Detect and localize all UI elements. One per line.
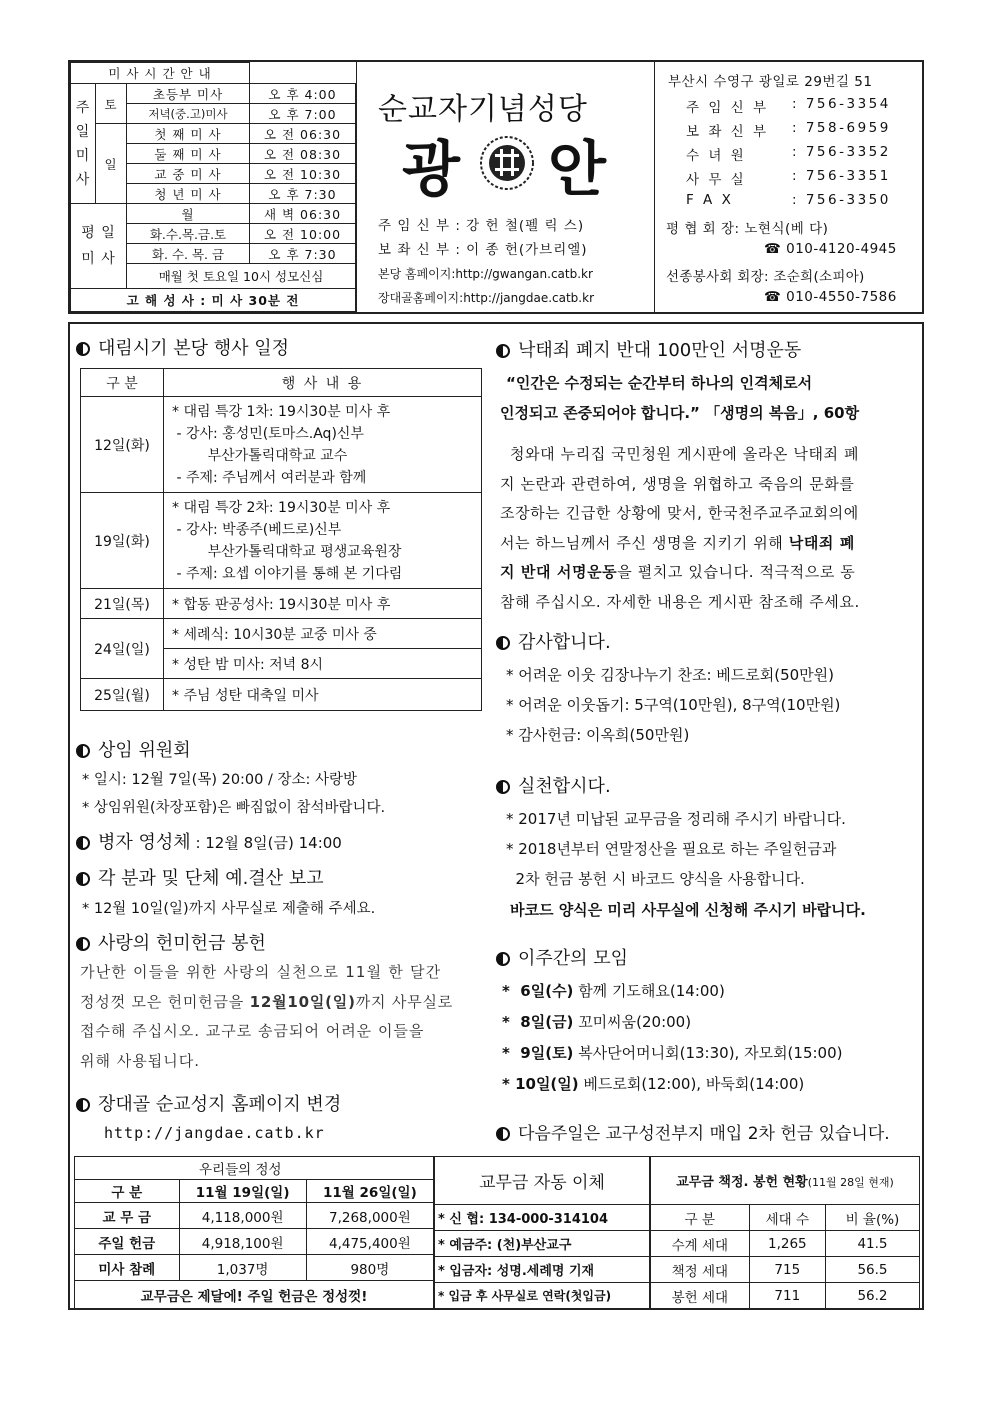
offering-label: 미사 참례 [75, 1255, 180, 1281]
meetings-heading: 이주간의 모임 [496, 944, 628, 970]
abortion-heading: 낙태죄 폐지 반대 100만인 서명운동 [496, 336, 801, 362]
half-circle-icon [496, 636, 510, 650]
special-mass: 매월 첫 토요일 10시 성모신심 [127, 264, 356, 289]
half-circle-icon [496, 780, 510, 794]
offering-value: 4,918,100원 [179, 1229, 306, 1255]
mass-time: 오 전 10:30 [250, 164, 356, 184]
transfer-line: * 신 협: 134-000-314104 [435, 1205, 650, 1231]
meeting-item: * 9일(토) 복사단어머니회(13:30), 자모회(15:00) [502, 1044, 843, 1062]
half-circle-icon [76, 937, 90, 951]
schedule-date: 12일(화) [81, 397, 164, 493]
schedule-detail: * 주님 성탄 대축일 미사 [164, 679, 482, 711]
table-header: 구 분 [81, 369, 164, 397]
committee-line: * 일시: 12월 7일(목) 20:00 / 장소: 사랑방 [82, 772, 358, 788]
abortion-quote: 인정되고 존중되어야 합니다.” 「생명의 복음」, 60항 [500, 404, 860, 422]
thanks-heading: 감사합니다. [496, 628, 611, 654]
sick-communion-heading: 병자 영성체 : 12월 8일(금) 14:00 [76, 828, 342, 854]
abortion-quote: “인간은 수정되는 순간부터 하나의 인격체로서 [506, 374, 813, 392]
masthead-box [68, 60, 924, 314]
contact-info [656, 62, 922, 312]
schedule-detail: * 대림 특강 1차: 19시30분 미사 후 - 강사: 홍성민(토마스.Aq)신부 부산가톨릭대학교 교수 - 주제: 주님께서 여러분과 함께 [164, 397, 482, 493]
table-header: 구 분 [651, 1205, 750, 1231]
auto-transfer-table [434, 1156, 650, 1309]
tithe-count: 1,265 [749, 1231, 825, 1257]
practice-note: 바코드 양식은 미리 사무실에 신청해 주시기 바랍니다. [510, 901, 866, 919]
schedule-detail: * 대림 특강 2차: 19시30분 미사 후 - 강사: 박종주(베드로)신부 부산가톨릭대학교 평생교육원장 - 주제: 요셉 이야기를 통해 본 기다림 [164, 493, 482, 589]
contact-value: : 758-6959 [792, 120, 891, 136]
half-circle-icon [76, 342, 90, 356]
meeting-item: * 8일(금) 꼬미씨움(20:00) [502, 1013, 692, 1031]
mass-time: 오 후 7:00 [250, 104, 356, 124]
half-circle-icon [496, 952, 510, 966]
church-name-right: 안 [548, 135, 606, 205]
advent-heading: 대림시기 본당 행사 일정 [76, 334, 289, 360]
offering-value: 1,037명 [179, 1255, 306, 1281]
advent-schedule-table [80, 368, 482, 711]
contact-label: 수 녀 원 [686, 148, 747, 164]
meeting-item: * 10일(일) 베드로회(12:00), 바둑회(14:00) [502, 1075, 805, 1093]
contact-label: F A X [686, 192, 734, 208]
budget-report-line: * 12월 10일(일)까지 사무실로 제출해 주세요. [82, 901, 376, 917]
next-week-heading: 다음주일은 교구성전부지 매입 2차 헌금 있습니다. [496, 1119, 890, 1144]
tithe-count: 711 [749, 1283, 825, 1309]
assistant-pastor-name: 보 좌 신 부 : 이 종 헌(가브리엘) [378, 242, 588, 258]
transfer-line: * 예금주: (천)부산교구 [435, 1231, 650, 1257]
weekday-mass-label: 평 일 미 사 [71, 204, 127, 289]
masthead-title [358, 62, 655, 312]
offering-value: 4,475,400원 [306, 1229, 433, 1255]
schedule-date: 21일(목) [81, 589, 164, 619]
mass-name: 둘 째 미 사 [127, 144, 250, 164]
offering-value: 4,118,000원 [179, 1203, 306, 1229]
jangdae-heading: 장대골 순교성지 홈페이지 변경 [76, 1090, 341, 1116]
tithe-status-table [650, 1156, 920, 1309]
auto-transfer-title: 교무금 자동 이체 [435, 1157, 650, 1205]
mass-times-title: 미 사 시 간 안 내 [71, 63, 250, 84]
offering-value: 7,268,000원 [306, 1203, 433, 1229]
contact-value: : 756-3352 [792, 144, 891, 160]
table-header: 세대 수 [749, 1205, 825, 1231]
bulletin-body [68, 322, 924, 1310]
thanks-item: * 어려운 이웃돕기: 5구역(10만원), 8구역(10만원) [506, 696, 841, 714]
schedule-detail: * 합동 판공성사: 19시30분 미사 후 [164, 589, 482, 619]
half-circle-icon [496, 344, 510, 358]
tithe-rate: 56.2 [825, 1283, 919, 1309]
contact-label: 보 좌 신 부 [686, 124, 769, 140]
mass-time: 오 전 10:00 [250, 224, 356, 244]
mass-time: 오 전 08:30 [250, 144, 356, 164]
confession-note: 고 해 성 사 : 미 사 30분 전 [71, 289, 356, 312]
transfer-line: * 입금자: 성명.세례명 기재 [435, 1257, 650, 1283]
tithe-label: 책정 세대 [651, 1257, 750, 1283]
transfer-line: * 입금 후 사무실로 연락(첫입금) [435, 1283, 650, 1309]
table-header: 비 율(%) [825, 1205, 919, 1231]
volunteer-phone: ☎ 010-4550-7586 [764, 289, 897, 305]
schedule-date: 19일(화) [81, 493, 164, 589]
tithe-label: 봉헌 세대 [651, 1283, 750, 1309]
table-header: 행 사 내 용 [164, 369, 482, 397]
sunday-mass-label: 주 일 미 사 [71, 84, 96, 204]
contact-value: : 756-3351 [792, 168, 891, 184]
mass-name: 청 년 미 사 [127, 184, 250, 204]
practice-line: 2차 헌금 봉헌 시 바코드 양식을 사용합니다. [506, 870, 805, 888]
offerings-title: 우리들의 정성 [179, 1157, 434, 1180]
budget-report-heading: 각 분과 및 단체 예.결산 보고 [76, 864, 324, 890]
mass-name: 교 중 미 사 [127, 164, 250, 184]
contact-label: 사 무 실 [686, 172, 747, 188]
contact-label: 주 임 신 부 [686, 100, 769, 116]
schedule-date: 24일(일) [81, 619, 164, 679]
offering-label: 교 무 금 [75, 1203, 180, 1229]
rice-offering-text: 가난한 이들을 위한 사랑의 실천으로 11월 한 달간 정성껏 모은 헌미헌금을 12월10일(일)까지 사무실로 접수해 주십시오. 교구로 송금되어 어려운 이들을 위해 사용됩니다. [80, 963, 454, 1070]
sunday-label: 일 [96, 124, 127, 204]
mass-time: 오 후 7:30 [250, 244, 356, 264]
abortion-text: 청와대 누리집 국민청원 게시판에 올라온 낙태죄 폐 지 논란과 관련하여, 생명을 위협하고 죽음의 문화를 조장하는 긴급한 상황에 맞서, 한국천주교주교회의에 서는 하느님께서 주신 생명을 지키기 위해 낙태죄 폐 지 반대 서명운동을 펼치고 있습니다. 적극적으로 동 참해 주십시오. 자세한 내용은 게시판 참조해 주세요. [500, 445, 860, 611]
jangdae-homepage[interactable]: 장대골홈페이지:http://jangdae.catb.kr [378, 291, 594, 305]
mass-time: 새 벽 06:30 [250, 204, 356, 224]
schedule-date: 25일(월) [81, 679, 164, 711]
parish-homepage[interactable]: 본당 홈페이지:http://gwangan.catb.kr [378, 267, 593, 281]
meeting-item: * 6일(수) 함께 기도해요(14:00) [502, 982, 725, 1000]
tithe-count: 715 [749, 1257, 825, 1283]
mass-time: 오 후 7:30 [250, 184, 356, 204]
offerings-footer: 교무금은 제달에! 주일 헌금은 정성껏! [75, 1281, 434, 1309]
tithe-status-title: 교무금 책정. 봉헌 현황(11월 28일 현재) [651, 1157, 920, 1205]
council-phone: ☎ 010-4120-4945 [764, 241, 897, 257]
schedule-detail: * 성탄 밤 미사: 저녁 8시 [164, 649, 482, 679]
contact-value: : 756-3350 [792, 192, 891, 208]
half-circle-icon [76, 744, 90, 758]
mass-times [70, 62, 357, 312]
table-header: 11월 19일(일) [179, 1180, 306, 1203]
rice-offering-heading: 사랑의 헌미헌금 봉헌 [76, 929, 266, 955]
mass-name: 저녁(중.고)미사 [127, 104, 250, 124]
mass-time: 오 후 4:00 [250, 84, 356, 104]
tithe-rate: 41.5 [825, 1231, 919, 1257]
mass-name: 화.수.목.금.토 [127, 224, 250, 244]
committee-line: * 상임위원(차장포함)은 빠짐없이 참석바랍니다. [82, 800, 386, 816]
diocese-emblem-icon [478, 134, 536, 192]
volunteer-chair: 선종봉사회 회장: 조순희(소피아) [666, 269, 865, 285]
practice-heading: 실천합시다. [496, 772, 611, 798]
tithe-rate: 56.5 [825, 1257, 919, 1283]
pastor-name: 주 임 신 부 : 강 헌 철(펠 릭 스) [378, 218, 585, 234]
thanks-item: * 어려운 이웃 김장나누기 찬조: 베드로회(50만원) [506, 666, 835, 684]
half-circle-icon [496, 1127, 510, 1141]
contact-value: : 756-3354 [792, 96, 891, 112]
saturday-label: 토 [96, 84, 127, 124]
mass-name: 화. 수. 목. 금 [127, 244, 250, 264]
thanks-item: * 감사헌금: 이옥희(50만원) [506, 726, 690, 744]
practice-line: * 2017년 미납된 교무금을 정리해 주시기 바랍니다. [506, 810, 846, 828]
church-name-small: 순교자기념성당 [378, 92, 588, 127]
schedule-detail: * 세례식: 10시30분 교중 미사 중 [164, 619, 482, 649]
committee-heading: 상임 위원회 [76, 736, 191, 762]
offerings-table [74, 1156, 434, 1309]
half-circle-icon [76, 836, 90, 850]
church-name-left: 광 [402, 135, 460, 205]
mass-time: 오 전 06:30 [250, 124, 356, 144]
practice-line: * 2018년부터 연말정산을 필요로 하는 주일헌금과 [506, 840, 837, 858]
offering-label: 주일 헌금 [75, 1229, 180, 1255]
tithe-label: 수계 세대 [651, 1231, 750, 1257]
mass-name: 월 [127, 204, 250, 224]
mass-name: 초등부 미사 [127, 84, 250, 104]
half-circle-icon [76, 1098, 90, 1112]
offering-value: 980명 [306, 1255, 433, 1281]
mass-times-table [70, 62, 356, 312]
jangdae-url-link[interactable]: http://jangdae.catb.kr [104, 1124, 325, 1142]
table-header: 11월 26일(일) [306, 1180, 433, 1203]
half-circle-icon [76, 872, 90, 886]
church-address: 부산시 수영구 광일로 29번길 51 [668, 74, 873, 90]
council-chair: 평 협 회 장: 노현식(베 다) [666, 221, 829, 237]
table-header: 구 분 [75, 1180, 180, 1203]
mass-name: 첫 째 미 사 [127, 124, 250, 144]
